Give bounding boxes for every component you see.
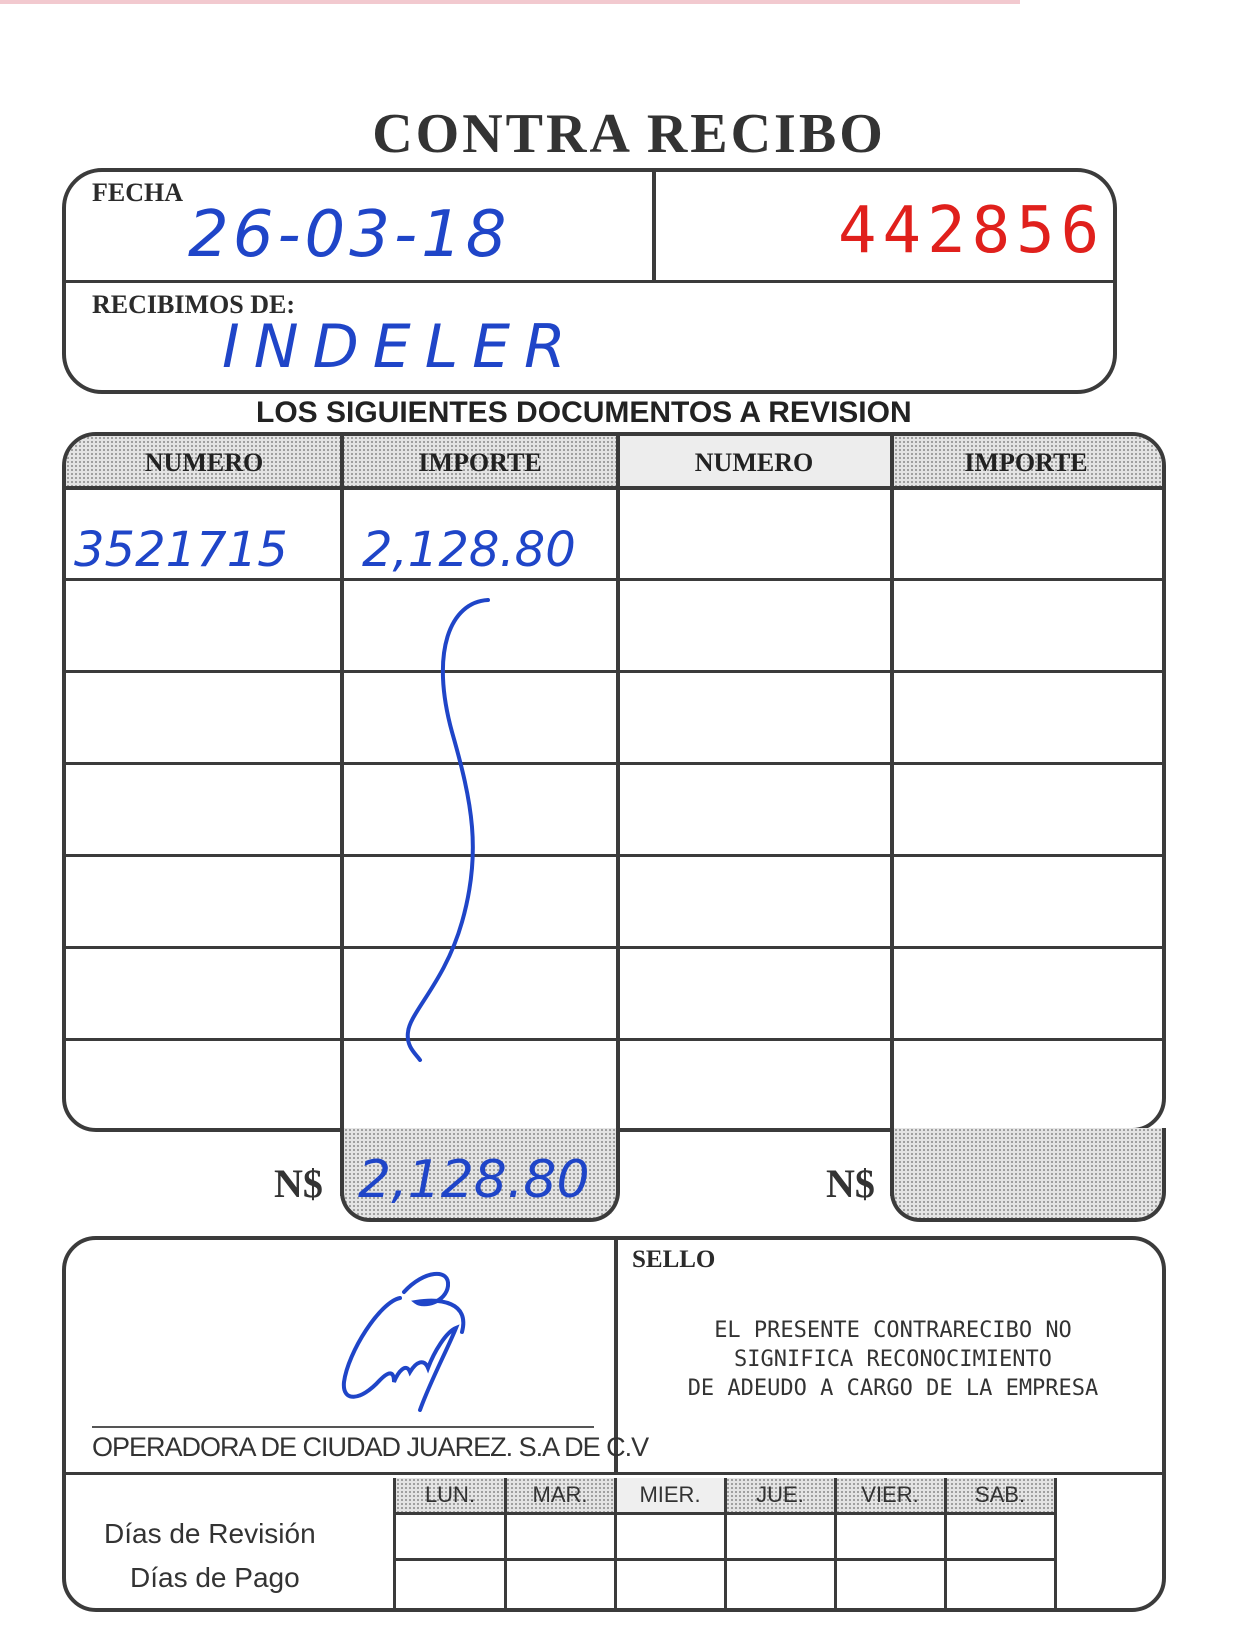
day-header-sab: SAB. [946, 1478, 1054, 1512]
days-grid-col [834, 1478, 837, 1612]
col-header-numero-2: NUMERO [618, 436, 890, 490]
page-top-edge [0, 0, 1020, 4]
sello-label: SELLO [632, 1246, 716, 1273]
days-grid-col [504, 1478, 507, 1612]
days-grid-col [614, 1478, 617, 1612]
header-divider [652, 170, 656, 282]
day-header-mier: MIER. [616, 1478, 724, 1512]
signature [320, 1262, 510, 1412]
table-cell-importe: 2,128.80 [362, 522, 576, 578]
col-header-numero-1: NUMERO [66, 436, 342, 490]
table-cell-numero: 3521715 [74, 522, 288, 578]
days-grid-col [393, 1478, 396, 1612]
legal-notice-line: DE ADEUDO A CARGO DE LA EMPRESA [687, 1376, 1099, 1401]
documents-subtitle: LOS SIGUIENTES DOCUMENTOS A REVISION [256, 396, 912, 429]
footer-row-line [66, 1472, 1162, 1475]
row-line [66, 670, 1162, 673]
row-line [66, 854, 1162, 857]
signature-line [92, 1426, 594, 1428]
row-line [66, 946, 1162, 949]
days-grid-col [1054, 1478, 1057, 1612]
total-box-right [890, 1128, 1166, 1222]
dias-pago-label: Días de Pago [130, 1562, 300, 1593]
days-grid [396, 1478, 1056, 1612]
recibimos-label: RECIBIMOS DE: [92, 290, 295, 319]
header-row-line [64, 280, 1115, 283]
col-line-3 [890, 436, 894, 1196]
row-line [66, 1038, 1162, 1041]
day-header-lun: LUN. [396, 1478, 504, 1512]
row-line [66, 762, 1162, 765]
folio-number: 442856 [838, 194, 1106, 268]
company-name: OPERADORA DE CIUDAD JUAREZ. S.A DE C.V [92, 1432, 649, 1462]
col-header-importe-1: IMPORTE [342, 436, 618, 490]
legal-notice [640, 1316, 1146, 1403]
days-grid-col [724, 1478, 727, 1612]
day-header-vier: VIER. [836, 1478, 944, 1512]
handwritten-line-mark [390, 592, 510, 1062]
col-header-importe-2: IMPORTE [890, 436, 1162, 490]
fecha-label: FECHA [92, 178, 183, 207]
day-header-mar: MAR. [506, 1478, 614, 1512]
day-header-jue: JUE. [726, 1478, 834, 1512]
dias-revision-label: Días de Revisión [104, 1518, 316, 1549]
document-title: CONTRA RECIBO [372, 103, 886, 165]
fecha-value: 26-03-18 [188, 198, 511, 272]
col-line-2 [616, 436, 620, 1128]
total-currency-right: N$ [826, 1161, 875, 1206]
total-value-left: 2,128.80 [358, 1150, 590, 1210]
recibimos-value: INDELER [222, 312, 580, 382]
legal-notice-line: SIGNIFICA RECONOCIMIENTO [734, 1347, 1052, 1372]
days-grid-col [944, 1478, 947, 1612]
legal-notice-line: EL PRESENTE CONTRARECIBO NO [714, 1318, 1072, 1343]
total-currency-left: N$ [274, 1161, 323, 1206]
col-line-1 [340, 436, 344, 1196]
row-line [66, 578, 1162, 581]
table-header-row [66, 436, 1162, 490]
